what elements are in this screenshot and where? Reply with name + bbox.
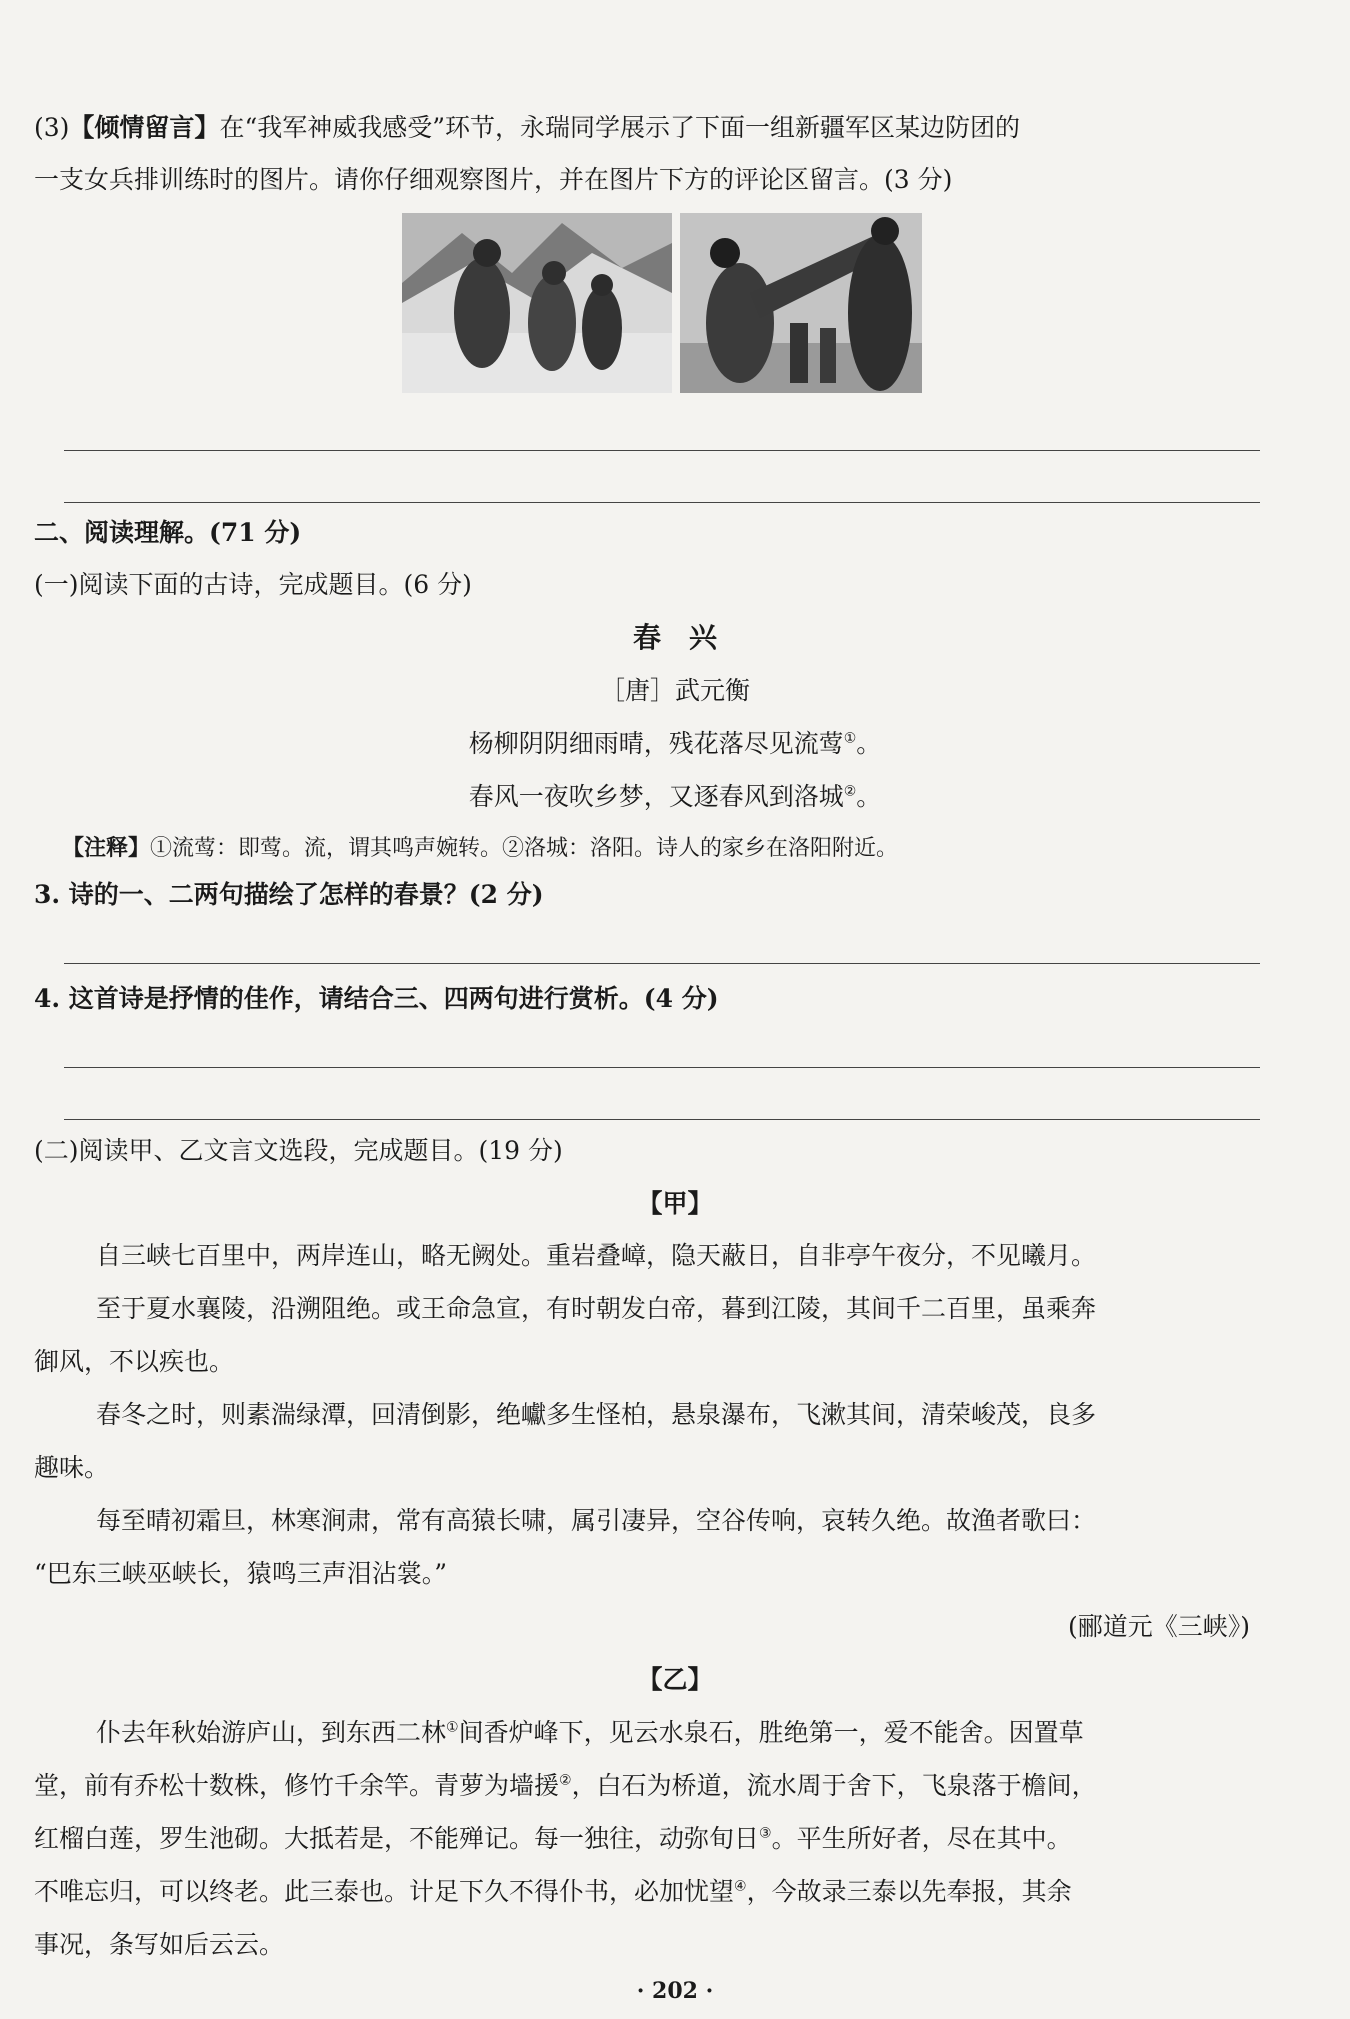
note-tag: 【注释】: [62, 835, 151, 861]
part2-intro: (二)阅读甲、乙文言文选段，完成题目。(19 分): [34, 1136, 563, 1165]
jia-paragraph: 每至晴初霜旦，林寒涧肃，常有高猿长啸，属引凄异，空谷传响，哀转久绝。故渔者歌曰：: [96, 1506, 1097, 1535]
yi-text: 仆去年秋始游庐山，到东西二林: [96, 1718, 447, 1747]
answer-line[interactable]: [64, 1067, 1260, 1068]
note-marker: ③: [759, 1825, 772, 1842]
answer-line[interactable]: [64, 963, 1260, 964]
question-4: 4. 这首诗是抒情的佳作，请结合三、四两句进行赏析。(4 分): [34, 984, 719, 1013]
jia-heading: 【甲】: [637, 1189, 713, 1218]
jia-paragraph: 至于夏水襄陵，沿溯阻绝。或王命急宣，有时朝发白帝，暮到江陵，其间千二百里，虽乘奔: [96, 1294, 1097, 1323]
note-text: ①流莺：即莺。流，谓其鸣声婉转。②洛城：洛阳。诗人的家乡在洛阳附近。: [150, 836, 899, 861]
poem-line-1-text: 杨柳阴阴细雨晴，残花落尽见流莺: [468, 729, 844, 758]
question-3: 3. 诗的一、二两句描绘了怎样的春景？(2 分): [34, 880, 544, 909]
part1-intro: (一)阅读下面的古诗，完成题目。(6 分): [34, 570, 472, 599]
note-marker: ②: [559, 1772, 572, 1789]
q3-number: (3): [34, 113, 70, 142]
jia-source: (郦道元《三峡》): [1067, 1612, 1250, 1641]
answer-line[interactable]: [64, 1119, 1260, 1120]
jia-paragraph: 自三峡七百里中，两岸连山，略无阙处。重岩叠嶂，隐天蔽日，自非亭午夜分，不见曦月。: [96, 1241, 1097, 1270]
training-photo-kick: [680, 213, 922, 393]
poem-title: 春 兴: [632, 621, 717, 654]
q3-line-2: 一支女兵排训练时的图片。请你仔细观察图片，并在图片下方的评论区留言。(3 分): [34, 165, 953, 194]
poem-line-1: [0, 718, 1350, 770]
yi-text: 间香炉峰下，见云水泉石，胜绝第一，爱不能舍。因置草: [458, 1718, 1084, 1747]
note-marker: ①: [446, 1719, 459, 1736]
yi-text: ，今故录三泰以先奉报，其余: [746, 1877, 1072, 1906]
q3-tag: 【倾情留言】: [69, 113, 220, 142]
jia-paragraph-cont: 趣味。: [34, 1453, 110, 1482]
yi-text: 红榴白莲，罗生池砌。大抵若是，不能殚记。每一独往，动弥旬日: [34, 1824, 760, 1853]
yi-text: 不唯忘归，可以终老。此三泰也。计足下久不得仆书，必加忧望: [34, 1877, 735, 1906]
training-photo-snow: [402, 213, 672, 393]
yi-line-4: [34, 1866, 1316, 1918]
q3-text: 在“我军神威我感受”环节，永瑞同学展示了下面一组新疆军区某边防团的: [219, 113, 1021, 142]
poem-line-1-end: 。: [856, 729, 882, 758]
answer-line[interactable]: [64, 502, 1260, 503]
yi-line-1: [34, 1707, 1316, 1759]
yi-text: 。平生所好者，尽在其中。: [771, 1824, 1072, 1853]
poem-author: ［唐］武元衡: [599, 676, 750, 705]
poem-note: [62, 822, 1316, 875]
note-marker: ①: [843, 730, 857, 747]
yi-line-5: 事况，条写如后云云。: [34, 1930, 285, 1959]
note-marker: ④: [734, 1878, 747, 1895]
yi-text: ，白石为桥道，流水周于舍下，飞泉落于檐间，: [571, 1771, 1097, 1800]
poem-line-2-end: 。: [856, 782, 882, 811]
jia-paragraph-cont: “巴东三峡巫峡长，猿鸣三声泪沾裳。”: [34, 1559, 448, 1588]
photo-group: [402, 213, 922, 393]
poem-line-2-text: 春风一夜吹乡梦，又逐春风到洛城: [468, 782, 844, 811]
q3-line-1: [34, 102, 1316, 154]
jia-paragraph-cont: 御风，不以疾也。: [34, 1347, 235, 1376]
section-title: 二、阅读理解。(71 分): [34, 518, 302, 547]
poem-line-2: [0, 771, 1350, 823]
note-marker: ②: [843, 783, 857, 800]
jia-paragraph: 春冬之时，则素湍绿潭，回清倒影，绝巘多生怪柏，悬泉瀑布，飞漱其间，清荣峻茂，良多: [96, 1400, 1097, 1429]
yi-heading: 【乙】: [637, 1665, 713, 1694]
yi-text: 堂，前有乔松十数株，修竹千余竿。青萝为墙援: [34, 1771, 560, 1800]
yi-line-3: [34, 1813, 1316, 1865]
yi-line-2: [34, 1760, 1316, 1812]
answer-line[interactable]: [64, 450, 1260, 451]
page-number: · 202 ·: [636, 1978, 714, 2004]
